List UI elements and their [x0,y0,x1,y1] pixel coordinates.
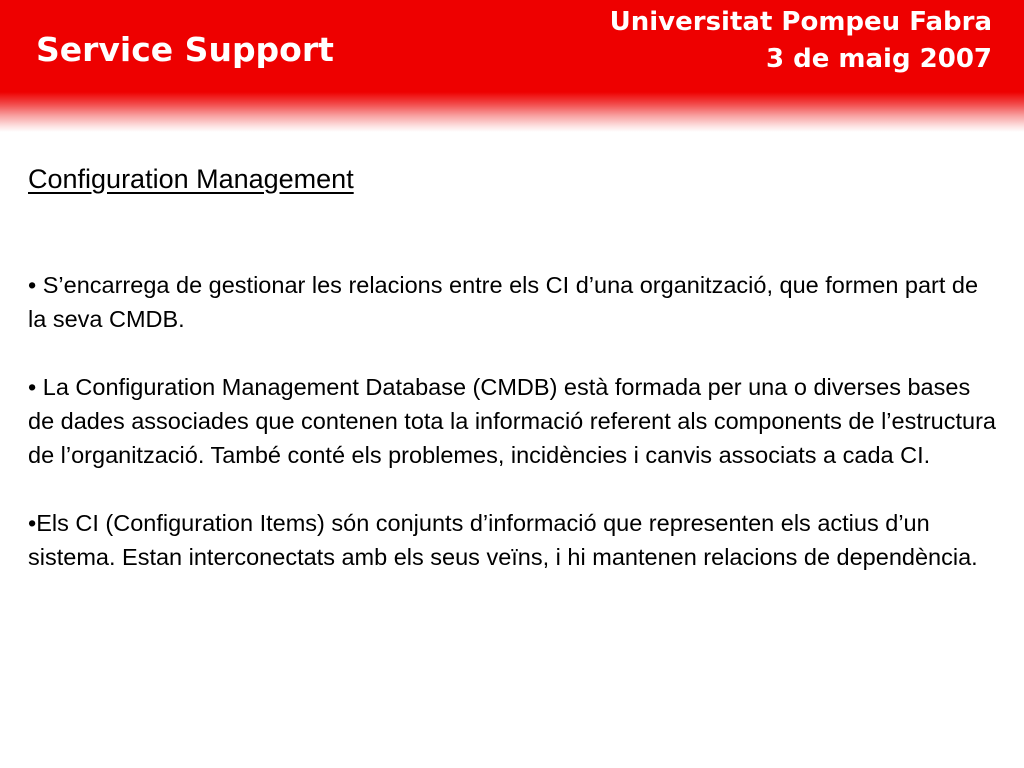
section-title: Configuration Management [28,164,354,194]
bullet-list [28,268,998,608]
bullet-item-cmdb-relations: • S’encarrega de gestionar les relacions entre els CI d’una organització, que formen part de la seva CMDB. [28,272,979,332]
bullet-item-configuration-items: •Els CI (Configuration Items) són conjunts d’informació que representen els actius d’un sistema. Estan interconectats amb els seus veïns, i hi mantenen relacions de dependència. [28,510,978,570]
institution-name: Universitat Pompeu Fabra [609,7,992,37]
bullet-item-cmdb-database: • La Configuration Management Database (CMDB) està formada per una o diverses bases de dades associades que contenen tota la informació referent als components de l’estructura de l’organització. També conté els problemes, incidències i canvis associats a cada CI. [28,374,996,468]
header-title: Service Support [36,30,334,69]
presentation-date: 3 de maig 2007 [765,44,992,74]
header-info [610,4,992,78]
